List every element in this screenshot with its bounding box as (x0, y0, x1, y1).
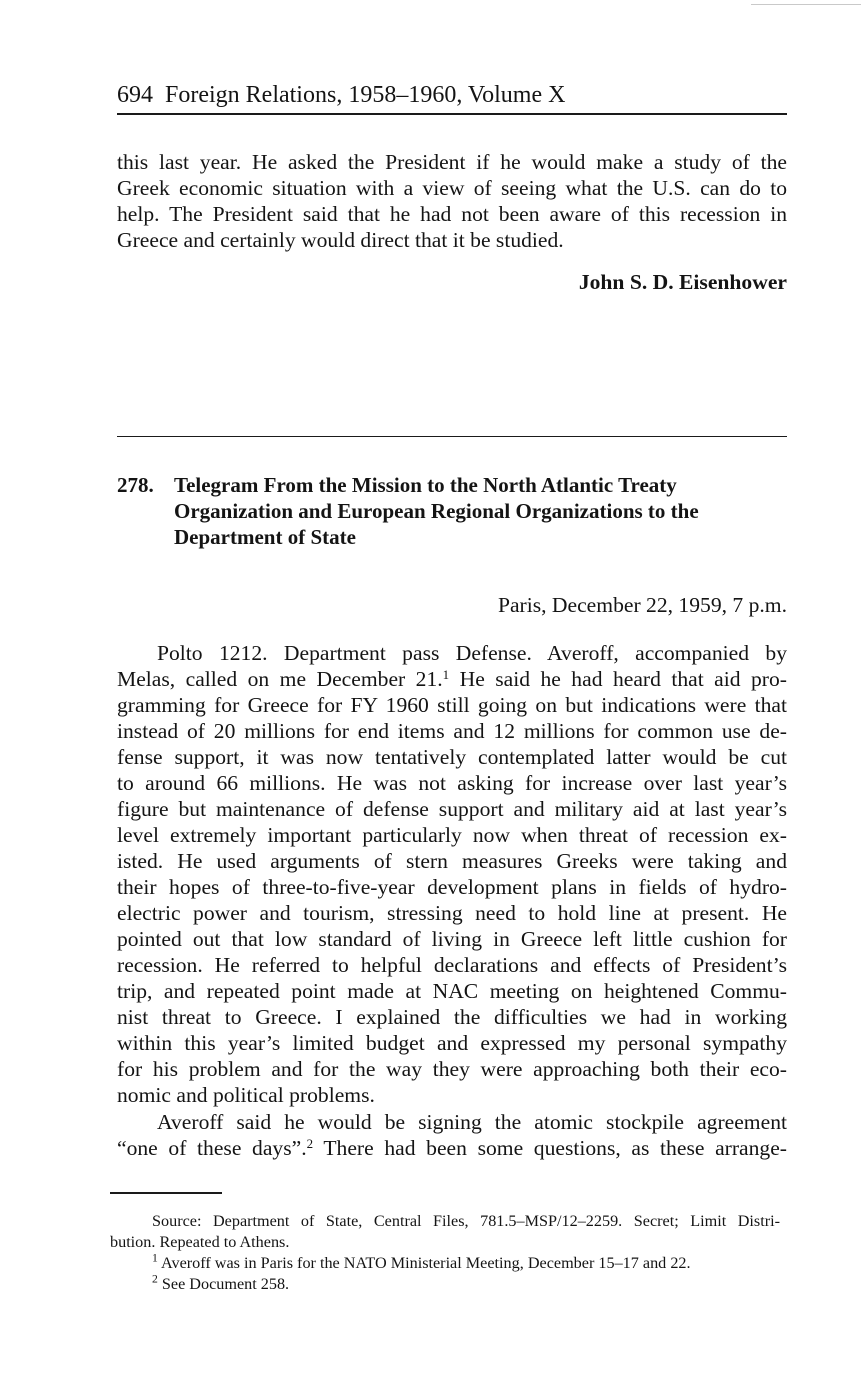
footnote-text: See Document 258. (157, 1275, 290, 1293)
text-line: pointed out that low standard of living in Greece left little cushion for (117, 927, 787, 951)
source-footnote (110, 1211, 780, 1253)
text-line: isted. He used arguments of stern measures Greeks were taking and (117, 849, 787, 873)
text-fragment: “one of these days”. (117, 1136, 307, 1160)
title-line: Telegram From the Mission to the North Atlantic Treaty (174, 473, 677, 497)
footnote-ref-1: 1 (442, 666, 450, 682)
text-line: Averoff said he would be signing the atomic stockpile agreement (157, 1110, 787, 1134)
text-line: to around 66 millions. He was not asking for increase over last year’s (117, 771, 787, 795)
text-line: bution. Repeated to Athens. (110, 1233, 290, 1251)
volume-title: Foreign Relations, 1958–1960, Volume X (165, 82, 566, 108)
running-head (117, 80, 787, 110)
text-line: figure but maintenance of defense support and military aid at last year’s (117, 797, 787, 821)
text-line: gramming for Greece for FY 1960 still going on but indications were that (117, 693, 787, 717)
document-title (174, 472, 774, 550)
document-number: 278. (117, 473, 154, 497)
text-line: for his problem and for the way they were approaching both their eco- (117, 1057, 787, 1081)
footnote-rule (110, 1192, 222, 1194)
text-line: level extremely important particularly now when threat of recession ex- (117, 823, 787, 847)
text-line: fense support, it was now tentatively contemplated latter would be cut (117, 745, 787, 769)
continuation-paragraph (117, 149, 787, 253)
text-line: their hopes of three-to-five-year development plans in fields of hydro- (117, 875, 787, 899)
text-line: help. The President said that he had not been aware of this recession in (117, 202, 787, 226)
footnote-2 (110, 1274, 780, 1295)
page-number: 694 (117, 82, 153, 108)
scan-edge-line (751, 4, 861, 5)
text-line: instead of 20 millions for end items and 12 millions for common use de- (117, 719, 787, 743)
text-line: Polto 1212. Department pass Defense. Averoff, accompanied by (157, 641, 787, 665)
footnote-1 (110, 1253, 780, 1274)
text-fragment: Melas, called on me December 21. (117, 667, 443, 691)
header-rule (117, 113, 787, 115)
text-line: nomic and political problems. (117, 1083, 375, 1107)
text-line: recession. He referred to helpful declarations and effects of President’s (117, 953, 787, 977)
footnote-marker-1: 1 (152, 1251, 158, 1265)
footnote-marker-2: 2 (152, 1272, 158, 1286)
text-line: this last year. He asked the President if he would make a study of the (117, 150, 787, 174)
text-line: trip, and repeated point made at NAC meeting on heightened Commu- (117, 979, 787, 1003)
telegram-paragraph-2 (117, 1109, 787, 1161)
dateline: Paris, December 22, 1959, 7 p.m. (497, 593, 787, 617)
text-line: within this year’s limited budget and expressed my personal sympathy (117, 1031, 787, 1055)
text-line: nist threat to Greece. I explained the difficulties we had in working (117, 1005, 787, 1029)
signature: John S. D. Eisenhower (578, 270, 787, 294)
footnote-ref-2: 2 (306, 1135, 314, 1151)
text-line: Greece and certainly would direct that it be studied. (117, 228, 564, 252)
text-line: Source: Department of State, Central Files, 781.5–MSP/12–2259. Secret; Limit Distri- (152, 1212, 780, 1230)
footnote-text: Averoff was in Paris for the NATO Ministerial Meeting, December 15–17 and 22. (157, 1254, 691, 1272)
text-line (117, 666, 787, 692)
telegram-paragraph-1 (117, 640, 787, 1108)
title-line: Organization and European Regional Organizations to the (174, 499, 699, 523)
text-line: Greek economic situation with a view of seeing what the U.S. can do to (117, 176, 787, 200)
text-line: electric power and tourism, stressing need to hold line at present. He (117, 901, 787, 925)
text-fragment: There had been some questions, as these arrange- (313, 1136, 787, 1160)
text-fragment: He said he had heard that aid pro- (449, 667, 787, 691)
text-line (117, 1135, 787, 1161)
title-line: Department of State (174, 525, 356, 549)
section-divider (117, 436, 787, 437)
footnotes (110, 1211, 780, 1295)
